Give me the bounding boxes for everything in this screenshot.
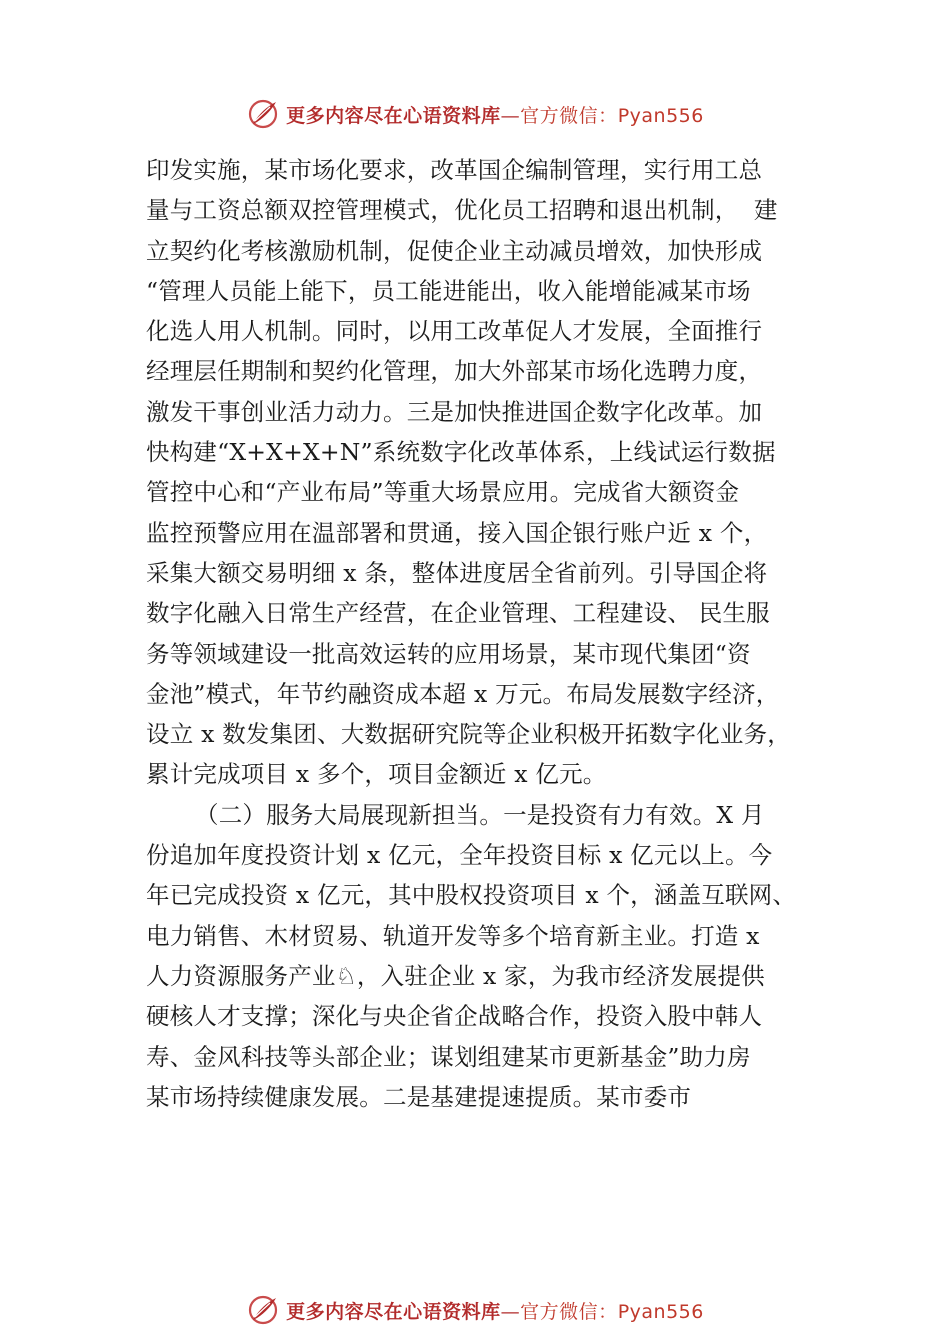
text-line: 份追加年度投资计划 x 亿元，全年投资目标 x 亿元以上。今 (146, 841, 773, 870)
text-line: 量与工资总额双控管理模式，优化员工招聘和退出机制， 建 (146, 196, 778, 225)
watermark-banner-top (0, 94, 950, 134)
text-line: 设立 x 数发集团、大数据研究院等企业积极开拓数字化业务， (146, 720, 791, 749)
text-line: 金池”模式，年节约融资成本超 x 万元。布局发展数字经济， (146, 679, 780, 708)
document-body (146, 150, 810, 1117)
text-line: 累计完成项目 x 多个，项目金额近 x 亿元。 (146, 760, 607, 789)
watermark-wechat-id: Pyan556 (617, 104, 704, 127)
text-line: 寿、金风科技等头部企业；谋划组建某市更新基金”助力房 (146, 1042, 751, 1071)
watermark-label: 更多内容尽在心语资料库 (286, 1300, 501, 1323)
watermark-text (286, 101, 704, 128)
text-line: 快构建“X+X+X+N”系统数字化改革体系，上线试运行数据 (146, 438, 776, 467)
text-line: 数字化融入日常生产经营，在企业管理、工程建设、 民生服 (146, 599, 770, 628)
text-line: 年已完成投资 x 亿元，其中股权投资项目 x 个，涵盖互联网、 (146, 881, 797, 910)
watermark-wechat-id: Pyan556 (617, 1300, 704, 1323)
watermark-wechat-label: 官方微信： (520, 104, 618, 127)
text-line: “管理人员能上能下，员工能进能出，收入能增能减某市场 (146, 276, 751, 305)
quill-pen-logo-icon (246, 1293, 280, 1327)
text-line: 印发实施，某市场化要求，改革国企编制管理，实行用工总 (146, 156, 763, 184)
watermark-text (286, 1297, 704, 1324)
text-line: 激发干事创业活力动力。三是加快推进国企数字化改革。加 (146, 397, 763, 426)
watermark-banner-bottom (0, 1290, 950, 1330)
text-line: 务等领域建设一批高效运转的应用场景，某市现代集团“资 (146, 639, 751, 668)
watermark-separator: — (500, 1300, 521, 1323)
text-line: 人力资源服务产业♘，入驻企业 x 家，为我市经济发展提供 (146, 961, 765, 990)
watermark-separator: — (500, 104, 521, 127)
text-line: 管控中心和“产业布局”等重大场景应用。完成省大额资金 (146, 478, 740, 507)
section-heading-line: （二）服务大局展现新担当。一是投资有力有效。X 月 (195, 800, 765, 829)
text-line: 经理层任期制和契约化管理，加大外部某市场化选聘力度， (146, 357, 763, 386)
watermark-wechat-label: 官方微信： (520, 1300, 618, 1323)
quill-pen-logo-icon (246, 97, 280, 131)
text-line: 硬核人才支撑；深化与央企省企战略合作，投资入股中韩人 (146, 1002, 763, 1031)
text-line: 电力销售、木材贸易、轨道开发等多个培育新主业。打造 x (146, 921, 760, 950)
text-line: 采集大额交易明细 x 条，整体进度居全省前列。引导国企将 (146, 558, 768, 587)
text-line: 立契约化考核激励机制，促使企业主动减员增效，加快形成 (146, 236, 763, 265)
text-line: 化选人用人机制。同时，以用工改革促人才发展，全面推行 (146, 317, 763, 346)
watermark-label: 更多内容尽在心语资料库 (286, 104, 501, 127)
text-line: 某市场持续健康发展。二是基建提速提质。某市委市 (146, 1082, 692, 1111)
text-line: 监控预警应用在温部署和贯通，接入国企银行账户近 x 个， (146, 518, 768, 547)
